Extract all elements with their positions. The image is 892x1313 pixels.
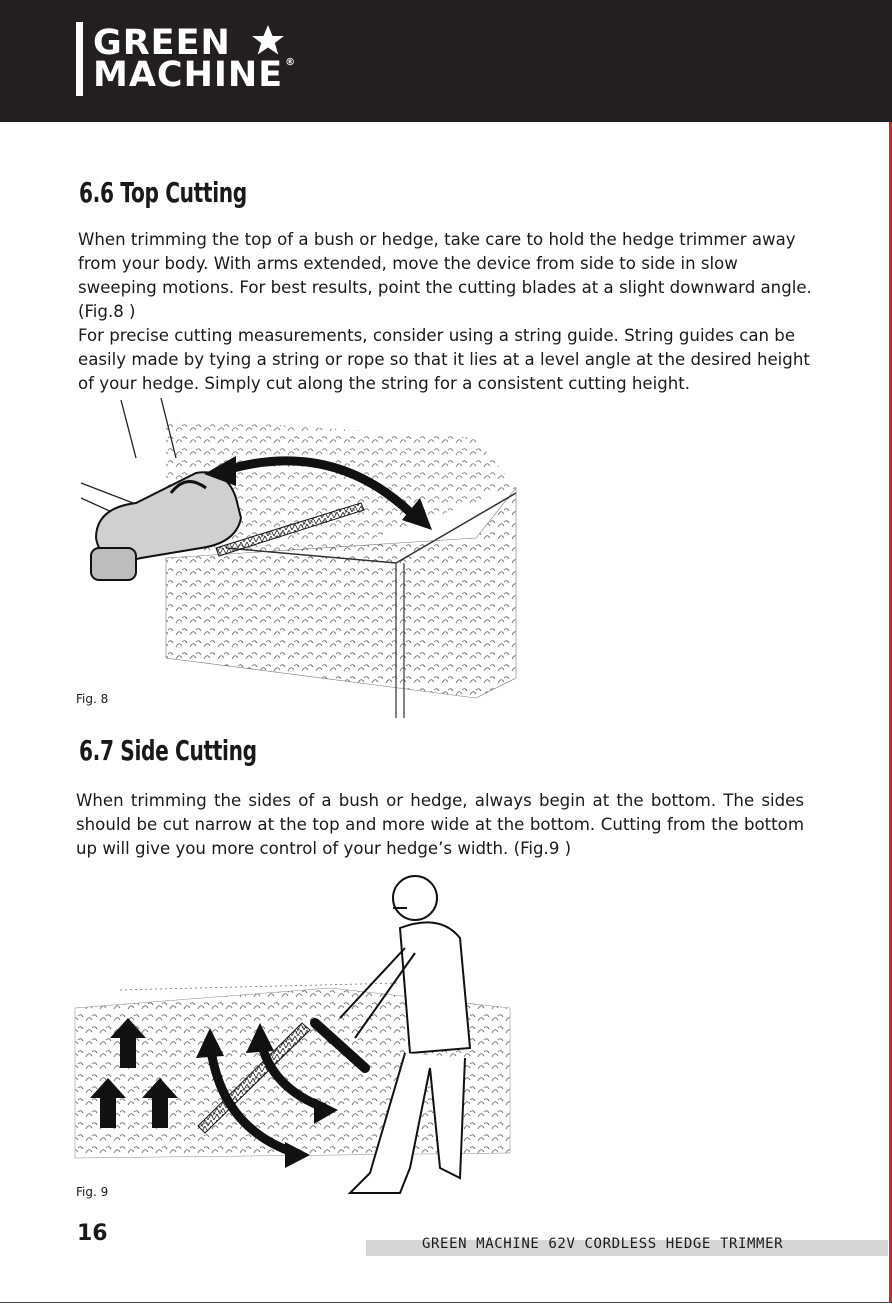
bottom-rule xyxy=(0,1302,892,1303)
star-icon xyxy=(250,24,286,56)
logo-word-machine: MACHINE xyxy=(93,55,284,95)
logo-word-green: GREEN xyxy=(93,23,231,63)
registered-mark: ® xyxy=(285,57,297,68)
section-title-side-cutting: 6.7 Side Cutting xyxy=(79,734,257,767)
figure-9-illustration xyxy=(70,868,520,1203)
footer-product-title: GREEN MACHINE 62V CORDLESS HEDGE TRIMMER xyxy=(422,1236,784,1252)
figure-9-label: Fig. 9 xyxy=(76,1185,109,1199)
page-number: 16 xyxy=(77,1221,108,1246)
figure-8-illustration xyxy=(76,398,526,718)
paragraph-side-cutting: When trimming the sides of a bush or hedge, always begin at the bottom. The sides should be cut narrow at the top and more wide at the bottom. Cutting from the bottom up will give you more control of your hedge’s width. (Fig.9 ) xyxy=(76,791,804,858)
section-title-top-cutting: 6.6 Top Cutting xyxy=(79,176,247,209)
logo-bar xyxy=(76,22,83,96)
paragraph-top-cutting-1: When trimming the top of a bush or hedge, take care to hold the hedge trimmer away from your body. With arms extended, move the device from side to side in slow sweeping motions. For best results, point the cutting blades at a slight downward angle. (Fig.8 ) xyxy=(78,230,812,321)
logo-line-2 xyxy=(93,55,297,95)
paragraph-top-cutting-2: For precise cutting measurements, consider using a string guide. String guides can be easily made by tying a string or rope so that it lies at a level angle at the desired height of your hedge. Simply cut along the string for a consistent cutting height. xyxy=(78,326,810,393)
figure-8-label: Fig. 8 xyxy=(76,692,109,706)
header-band xyxy=(0,0,892,122)
